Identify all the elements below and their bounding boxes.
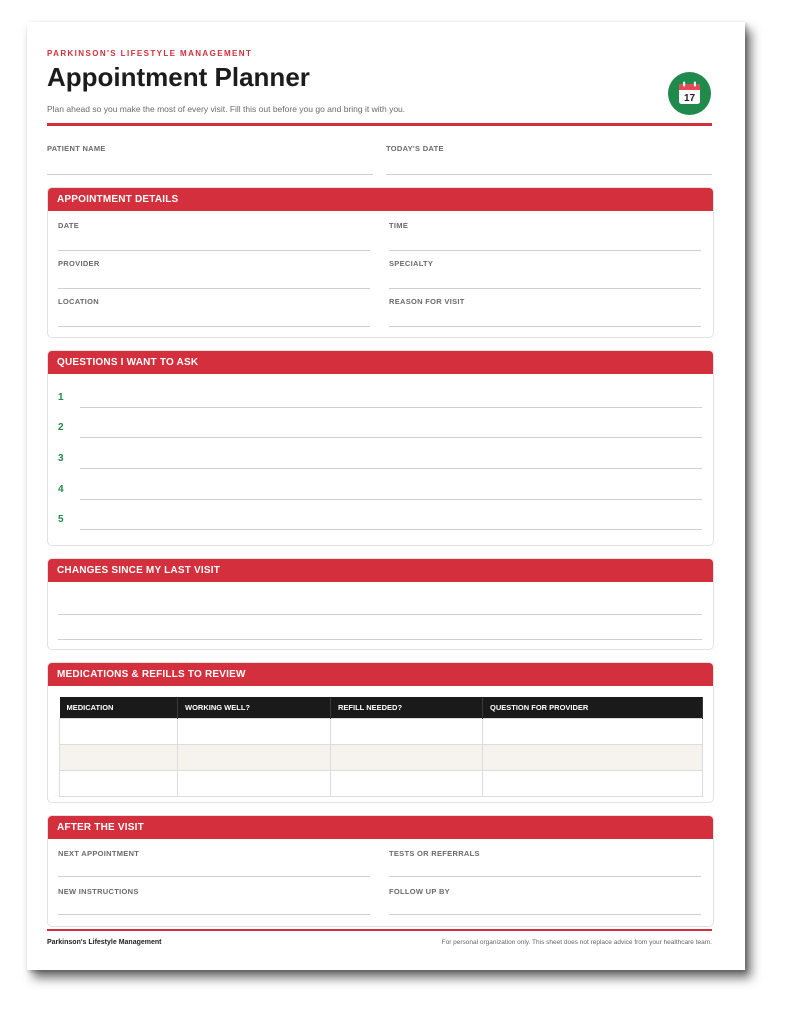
questions-heading: QUESTIONS I WANT TO ASK <box>48 351 713 374</box>
table-row <box>60 745 703 771</box>
table-cell[interactable] <box>331 771 483 797</box>
changes-line-2[interactable] <box>58 639 702 640</box>
planner-sheet <box>27 22 745 970</box>
follow-up-line[interactable] <box>389 914 701 915</box>
reason-field[interactable] <box>389 297 465 306</box>
new-instructions-line[interactable] <box>58 914 370 915</box>
time-label: TIME <box>389 221 409 230</box>
page-title: Appointment Planner <box>47 62 310 92</box>
changes-heading: CHANGES SINCE MY LAST VISIT <box>48 559 713 582</box>
question-number-4: 4 <box>58 484 64 495</box>
date-line[interactable] <box>58 250 370 251</box>
calendar-icon <box>678 81 701 105</box>
todays-date-field[interactable] <box>386 144 444 153</box>
next-appointment-label: NEXT APPOINTMENT <box>58 849 140 858</box>
follow-up-label: FOLLOW UP BY <box>389 887 450 896</box>
appointment-details-section <box>47 187 714 338</box>
table-cell[interactable] <box>178 745 331 771</box>
table-cell[interactable] <box>60 719 178 745</box>
page-subtitle: Plan ahead so you make the most of every visit. Fill this out before you go and bring it with you. <box>47 104 406 114</box>
col-refill-needed: REFILL NEEDED? <box>331 697 483 719</box>
question-line-3[interactable] <box>80 468 702 469</box>
footer-disclaimer: For personal organization only. This sheet does not replace advice from your healthcare team. <box>441 939 712 946</box>
reason-line[interactable] <box>389 326 701 327</box>
changes-section <box>47 558 714 650</box>
question-line-5[interactable] <box>80 529 702 530</box>
next-appointment-field[interactable] <box>58 849 139 858</box>
question-line-1[interactable] <box>80 407 702 408</box>
specialty-line[interactable] <box>389 288 701 289</box>
patient-name-label: PATIENT NAME <box>47 144 106 153</box>
new-instructions-field[interactable] <box>58 887 139 896</box>
table-cell[interactable] <box>178 771 331 797</box>
medications-heading: MEDICATIONS & REFILLS TO REVIEW <box>48 663 713 686</box>
todays-date-label: TODAY'S DATE <box>386 144 444 153</box>
todays-date-line[interactable] <box>386 174 712 175</box>
header-divider <box>47 123 712 126</box>
specialty-field[interactable] <box>389 259 433 268</box>
table-cell[interactable] <box>483 771 703 797</box>
footer-brand: Parkinson's Lifestyle Management <box>47 939 162 946</box>
table-cell[interactable] <box>483 719 703 745</box>
appointment-details-heading: APPOINTMENT DETAILS <box>48 188 713 211</box>
after-visit-section <box>47 815 714 927</box>
reason-label: REASON FOR VISIT <box>389 297 465 306</box>
patient-name-line[interactable] <box>47 174 373 175</box>
provider-field[interactable] <box>58 259 100 268</box>
changes-line-1[interactable] <box>58 614 702 615</box>
questions-section <box>47 350 714 546</box>
follow-up-field[interactable] <box>389 887 450 896</box>
question-number-2: 2 <box>58 422 64 433</box>
col-working-well: WORKING WELL? <box>178 697 331 719</box>
table-cell[interactable] <box>60 771 178 797</box>
table-header-row <box>60 697 703 719</box>
calendar-day: 17 <box>683 93 696 104</box>
question-number-3: 3 <box>58 453 64 464</box>
provider-label: PROVIDER <box>58 259 100 268</box>
col-question-for-provider: QUESTION FOR PROVIDER <box>483 697 703 719</box>
table-cell[interactable] <box>178 719 331 745</box>
question-number-5: 5 <box>58 514 64 525</box>
col-medication: MEDICATION <box>60 697 178 719</box>
provider-line[interactable] <box>58 288 370 289</box>
specialty-label: SPECIALTY <box>389 259 434 268</box>
location-label: LOCATION <box>58 297 100 306</box>
patient-name-field[interactable] <box>47 144 106 153</box>
location-line[interactable] <box>58 326 370 327</box>
table-cell[interactable] <box>331 719 483 745</box>
medications-section <box>47 662 714 803</box>
next-appointment-line[interactable] <box>58 876 370 877</box>
location-field[interactable] <box>58 297 99 306</box>
medications-table <box>59 697 703 797</box>
table-row <box>60 771 703 797</box>
time-line[interactable] <box>389 250 701 251</box>
question-line-2[interactable] <box>80 437 702 438</box>
tests-referrals-label: TESTS OR REFERRALS <box>389 849 480 858</box>
table-cell[interactable] <box>483 745 703 771</box>
date-field[interactable] <box>58 221 79 230</box>
tests-referrals-line[interactable] <box>389 876 701 877</box>
question-number-1: 1 <box>58 392 64 403</box>
date-label: DATE <box>58 221 80 230</box>
tests-referrals-field[interactable] <box>389 849 480 858</box>
footer-divider <box>47 929 712 931</box>
after-visit-heading: AFTER THE VISIT <box>48 816 713 839</box>
table-cell[interactable] <box>60 745 178 771</box>
new-instructions-label: NEW INSTRUCTIONS <box>58 887 139 896</box>
time-field[interactable] <box>389 221 408 230</box>
calendar-badge <box>668 72 711 115</box>
brand-eyebrow: PARKINSON'S LIFESTYLE MANAGEMENT <box>47 49 253 58</box>
table-cell[interactable] <box>331 745 483 771</box>
table-row <box>60 719 703 745</box>
question-line-4[interactable] <box>80 499 702 500</box>
